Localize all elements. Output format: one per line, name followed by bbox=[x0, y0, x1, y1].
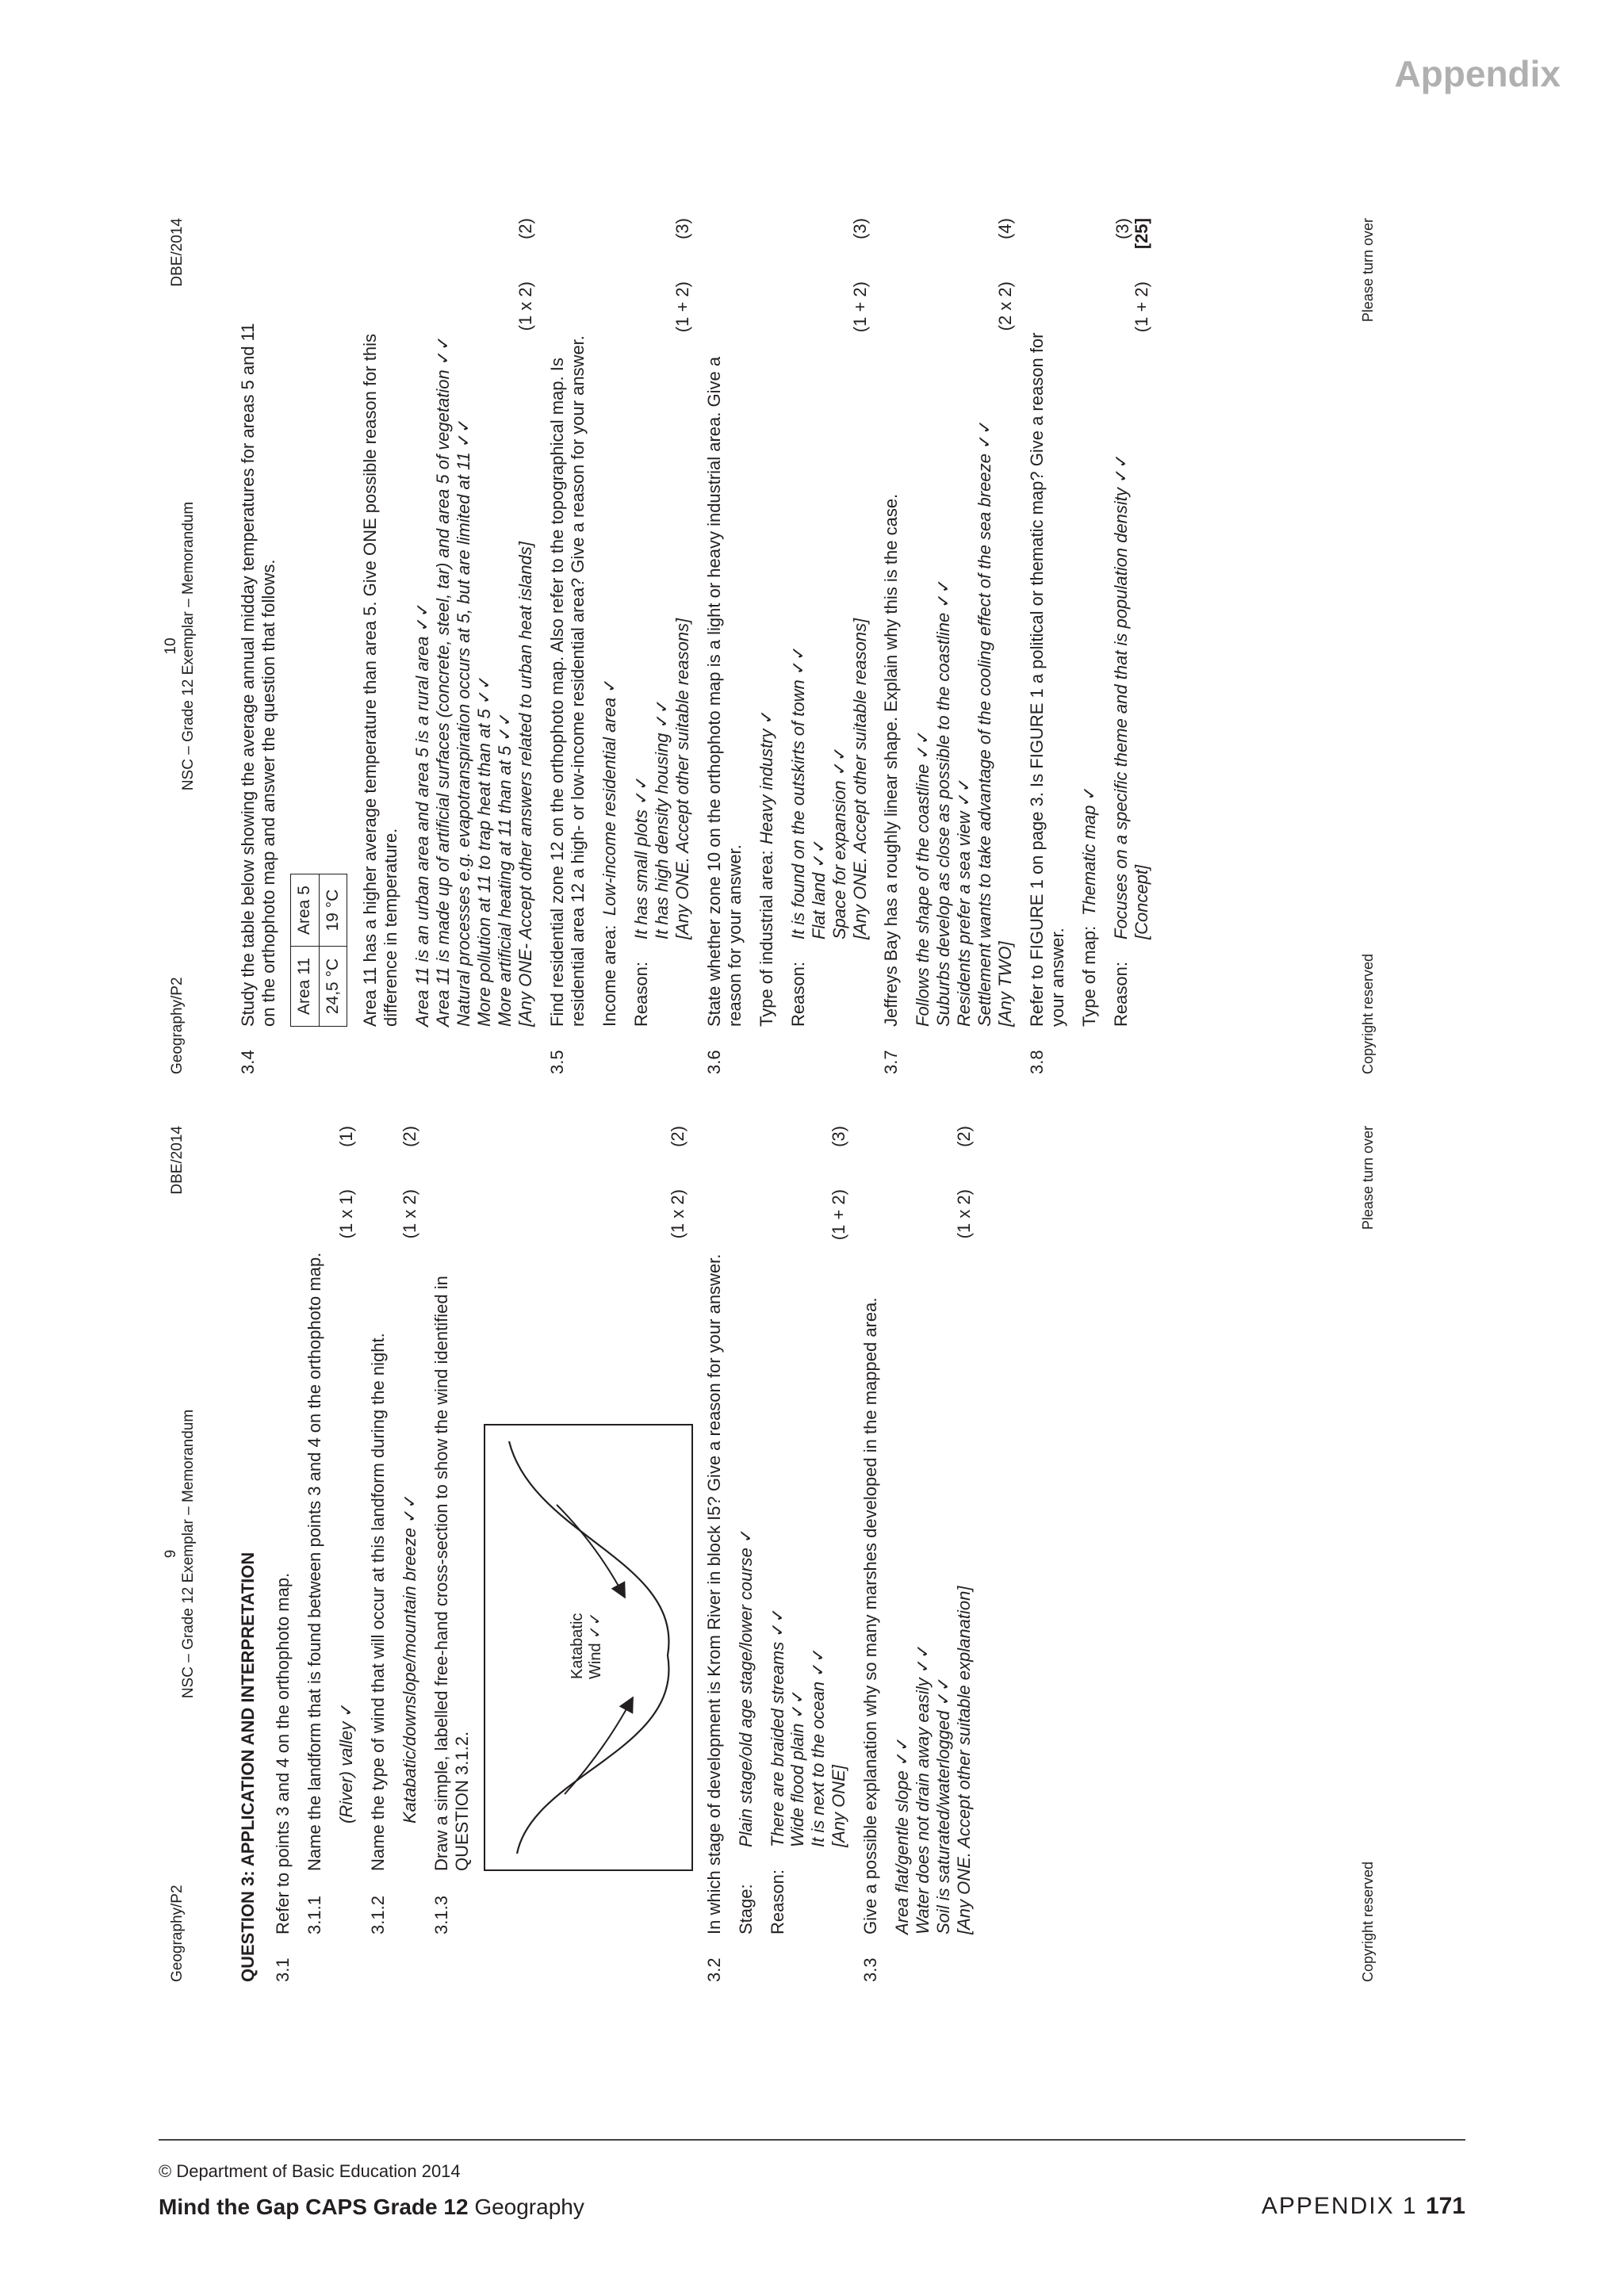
book-title bbox=[159, 2195, 584, 2220]
mark-allocation: (1 + 2) bbox=[849, 281, 870, 333]
table-header-cell: Area 5 bbox=[290, 874, 319, 947]
header-subject: Geography/P2 bbox=[169, 1885, 186, 1982]
answer-label: Income area: bbox=[599, 924, 619, 1027]
memo-page-10 bbox=[163, 218, 1431, 1074]
mark-total: (3) bbox=[829, 1126, 849, 1147]
table-row bbox=[290, 874, 319, 1027]
question-row bbox=[368, 1126, 389, 1982]
appendix-corner-label: Appendix bbox=[1394, 53, 1561, 94]
question-number: 3.3 bbox=[860, 1957, 881, 1982]
question-row bbox=[273, 1126, 293, 1982]
answer bbox=[913, 218, 1016, 1027]
answer-line: Thematic map ✓ bbox=[1079, 786, 1100, 916]
mark-allocation: (2 x 2) bbox=[995, 281, 1016, 331]
question-row bbox=[547, 218, 588, 1074]
answer bbox=[336, 1126, 357, 1823]
mark-total: (1) bbox=[335, 1126, 356, 1147]
answer-line: [Any TWO] bbox=[995, 941, 1016, 1027]
mark-total: (2) bbox=[515, 218, 536, 239]
mark-total: (4) bbox=[995, 218, 1016, 239]
question-number: 3.5 bbox=[547, 1050, 568, 1074]
question-number: 3.1.3 bbox=[431, 1896, 451, 1934]
answer-line: [Any ONE] bbox=[829, 1765, 849, 1847]
header-center-block bbox=[163, 1126, 198, 1982]
answer-label: Type of industrial area: bbox=[756, 850, 776, 1027]
wind-arrow-right bbox=[557, 1505, 624, 1596]
header-center-block bbox=[163, 218, 198, 1074]
answer bbox=[756, 218, 777, 1027]
question-text: Give a possible explanation why so many marshes developed in the mapped area. bbox=[860, 1297, 881, 1934]
answer bbox=[1079, 218, 1100, 1027]
answer-line: [Concept] bbox=[1131, 864, 1151, 939]
question-number: 3.4 bbox=[238, 1050, 258, 1074]
mark-allocation: (1 x 2) bbox=[515, 281, 536, 331]
page-number: 171 bbox=[1425, 2193, 1465, 2219]
answer-line: Heavy industry ✓ bbox=[756, 709, 776, 844]
header-year: DBE/2014 bbox=[169, 218, 186, 287]
answer-line: [Any ONE. Accept other suitable explanation] bbox=[954, 1586, 975, 1934]
header-page-number: 10 bbox=[163, 637, 179, 655]
question-number: 3.8 bbox=[1027, 1050, 1048, 1074]
table-header-cell: Area 11 bbox=[290, 947, 319, 1027]
answer-line: Water does not drain away easily ✓✓ bbox=[913, 1644, 933, 1934]
answer-line: Area 11 is made up of artificial surfaces (concrete, steel, tar) and area 5 of vegetation ✓✓ bbox=[433, 335, 454, 1027]
answer-line: Wide flood plain ✓✓ bbox=[787, 1689, 808, 1847]
mark-allocation: (1 x 1) bbox=[335, 1189, 356, 1239]
answer-label: Reason: bbox=[630, 962, 651, 1027]
answer-line: Settlement wants to take advantage of the cooling effect of the sea breeze ✓✓ bbox=[975, 419, 995, 1027]
answer bbox=[412, 218, 536, 1027]
mark-allocation: (1 x 2) bbox=[399, 1189, 419, 1239]
book-title-bold: Mind the Gap CAPS Grade 12 bbox=[159, 2195, 469, 2219]
memo-page-9 bbox=[163, 1126, 1431, 1982]
answer-line: (River) valley ✓ bbox=[335, 1702, 356, 1823]
question-row bbox=[881, 218, 902, 1074]
answer-line: There are braided streams ✓✓ bbox=[767, 1607, 787, 1847]
question-text: In which stage of development is Krom River in block I5? Give a reason for your answer. bbox=[703, 1253, 724, 1934]
temperature-table bbox=[290, 874, 348, 1027]
footer-divider bbox=[159, 2139, 1465, 2141]
mark-allocation: (1 + 2) bbox=[829, 1189, 849, 1241]
question-row bbox=[860, 1126, 881, 1982]
diagram-label-line: Katabatic bbox=[568, 1613, 586, 1679]
answer-line: Area flat/gentle slope ✓✓ bbox=[892, 1736, 913, 1934]
book-title-subject: Geography bbox=[474, 2195, 584, 2219]
question-row bbox=[304, 1126, 325, 1982]
answer bbox=[892, 1126, 975, 1934]
answer bbox=[768, 1126, 850, 1934]
question-row bbox=[360, 218, 401, 1074]
question-number: 3.1.2 bbox=[367, 1896, 388, 1934]
answer-line: Focuses on a specific theme and that is population density ✓✓ bbox=[1111, 453, 1132, 939]
answer-line: [Any ONE. Accept other suitable reasons] bbox=[849, 618, 870, 939]
header-title: NSC – Grade 12 Exemplar – Memorandum bbox=[180, 1409, 197, 1699]
answer-line: Residents prefer a sea view ✓✓ bbox=[954, 777, 975, 1027]
answer-line: Plain stage/old age stage/lower course ✓ bbox=[735, 1528, 756, 1847]
mark-allocation: (1 x 2) bbox=[954, 1189, 975, 1239]
answer-line: It has high density housing ✓✓ bbox=[651, 698, 672, 939]
rotated-memorandum bbox=[163, 218, 1431, 1982]
mark-total: (3) bbox=[672, 218, 692, 239]
answer-line: It is found on the outskirts of town ✓✓ bbox=[787, 645, 808, 939]
answer-line: It has small plots ✓✓ bbox=[630, 775, 651, 939]
question-number: 3.2 bbox=[703, 1957, 724, 1982]
mark-total: (3) bbox=[849, 218, 870, 239]
question-number: 3.7 bbox=[881, 1050, 902, 1074]
question-text: Area 11 has a higher average temperature than area 5. Give ONE possible reason for this difference in temperature. bbox=[360, 334, 401, 1027]
question-text: Find residential zone 12 on the orthophoto map. Also refer to the topographical map. Is residential area 12 a high- or low-income residential area? Give a reason for your answer. bbox=[547, 335, 588, 1027]
mark-total: (2) bbox=[954, 1126, 975, 1147]
answer-line: Space for expansion ✓✓ bbox=[829, 746, 849, 939]
answer-line: [Any ONE. Accept other suitable reasons] bbox=[672, 618, 692, 939]
question-number: 3.1.1 bbox=[304, 1896, 324, 1934]
answer bbox=[599, 218, 620, 1027]
question-row bbox=[1027, 218, 1068, 1074]
answer-line: Low-income residential area ✓ bbox=[599, 678, 619, 916]
header-subject: Geography/P2 bbox=[169, 977, 186, 1074]
diagram-label-line: Wind ✓✓ bbox=[586, 1612, 604, 1679]
question-text: Name the landform that is found between points 3 and 4 on the orthophoto map. bbox=[304, 1252, 324, 1871]
footer-turn-over: Please turn over bbox=[1360, 218, 1376, 323]
answer-line: More pollution at 11 to trap heat than at 5 ✓✓ bbox=[474, 675, 495, 1027]
katabatic-wind-cross-section bbox=[484, 1424, 693, 1871]
answer bbox=[400, 1126, 420, 1823]
page-header bbox=[163, 218, 218, 1074]
question-row bbox=[238, 218, 279, 1074]
answer-label: Type of map: bbox=[1079, 925, 1100, 1027]
answer-label: Reason: bbox=[787, 962, 808, 1027]
answer-label: Reason: bbox=[767, 1869, 787, 1934]
table-cell: 24,5 °C bbox=[319, 947, 347, 1027]
mark-allocation: (1 + 2) bbox=[672, 281, 692, 333]
question-grand-total: [25] bbox=[1131, 218, 1151, 250]
answer bbox=[631, 218, 693, 1027]
answer-line: Natural processes e.g. evapotranspiration occurs at 5, but are limited at 11 ✓✓ bbox=[454, 418, 474, 1027]
mark-allocation: (1 + 2) bbox=[1131, 281, 1151, 333]
page-body bbox=[238, 218, 1163, 1074]
mark-total: (2) bbox=[667, 1126, 688, 1147]
answer-line: Flat land ✓✓ bbox=[808, 838, 829, 939]
answer-line: Follows the shape of the coastline ✓✓ bbox=[913, 729, 933, 1027]
question-row bbox=[431, 1126, 473, 1982]
page-body bbox=[238, 1126, 986, 1982]
question-text: Refer to FIGURE 1 on page 3. Is FIGURE 1 a political or thematic map? Give a reason for your answer. bbox=[1027, 332, 1068, 1027]
question-text: Study the table below showing the average annual midday temperatures for areas 5 and 11 on the orthophoto map and answer the question that follows. bbox=[238, 323, 278, 1027]
table-row bbox=[319, 874, 347, 1027]
footer-copyright: Copyright reserved bbox=[1360, 953, 1376, 1074]
header-page-number: 9 bbox=[163, 1549, 179, 1559]
page-header bbox=[163, 1126, 218, 1982]
answer-line: More artificial heating at 11 than at 5 ✓✓ bbox=[495, 711, 515, 1027]
answer-label: Stage: bbox=[735, 1884, 756, 1934]
answer-line: It is next to the ocean ✓✓ bbox=[808, 1647, 829, 1847]
answer-label: Reason: bbox=[1111, 962, 1132, 1027]
question-text: Name the type of wind that will occur at this landform during the night. bbox=[367, 1333, 388, 1871]
answer-line: Soil is saturated/waterlogged ✓✓ bbox=[933, 1676, 954, 1934]
mark-allocation: (1 x 2) bbox=[667, 1189, 688, 1239]
diagram-label bbox=[569, 1612, 605, 1679]
question-text: State whether zone 10 on the orthophoto map is a light or heavy industrial area. Give a reason for your answer. bbox=[703, 356, 745, 1027]
answer-line: Katabatic/downslope/mountain breeze ✓✓ bbox=[399, 1493, 419, 1823]
question-row bbox=[704, 1126, 725, 1982]
answer bbox=[788, 218, 871, 1027]
header-title: NSC – Grade 12 Exemplar – Memorandum bbox=[180, 501, 197, 791]
question-row bbox=[704, 218, 745, 1074]
question-number: 3.1 bbox=[272, 1957, 293, 1982]
answer-line: Area 11 is an urban area and area 5 is a rural area ✓✓ bbox=[412, 602, 433, 1027]
answer bbox=[1111, 218, 1152, 1027]
appendix-label: APPENDIX 1 bbox=[1261, 2193, 1418, 2219]
appendix-page-label bbox=[1262, 2193, 1465, 2220]
question-number: 3.6 bbox=[703, 1050, 724, 1074]
answer-line: Suburbs develop as close as possible to the coastline ✓✓ bbox=[933, 578, 954, 1027]
footer-copyright: Copyright reserved bbox=[1360, 1861, 1376, 1982]
table-cell: 19 °C bbox=[319, 874, 347, 947]
question-text: Refer to points 3 and 4 on the orthophoto map. bbox=[272, 1572, 293, 1934]
diagram-block bbox=[484, 1126, 693, 1982]
footer-turn-over: Please turn over bbox=[1360, 1126, 1376, 1230]
answer-line: [Any ONE- Accept other answers related to urban heat islands] bbox=[515, 541, 536, 1027]
question-text: Draw a simple, labelled free-hand cross-section to show the wind identified in QUESTION 3.1.2. bbox=[431, 1276, 472, 1871]
mark-total: (2) bbox=[399, 1126, 419, 1147]
book-copyright: © Department of Basic Education 2014 bbox=[159, 2161, 461, 2181]
question-text: Jeffreys Bay has a roughly linear shape. Explain why this is the case. bbox=[881, 493, 902, 1027]
answer bbox=[736, 1126, 756, 1934]
header-year: DBE/2014 bbox=[169, 1126, 186, 1195]
mark-total: (3) bbox=[1112, 218, 1132, 239]
question-title: QUESTION 3: APPLICATION AND INTERPRETATION bbox=[238, 1552, 258, 1982]
